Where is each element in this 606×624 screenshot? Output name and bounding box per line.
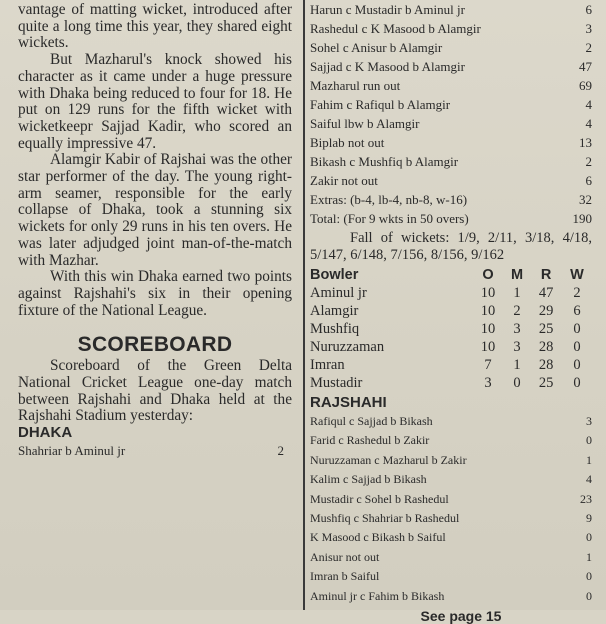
overs-cell: 10 [480, 302, 496, 319]
bowler-name-cell: Mushfiq [310, 320, 360, 337]
batsman-score: 1 [586, 549, 592, 564]
wickets-cell: 0 [573, 338, 581, 355]
batsman-score: 0 [586, 433, 592, 448]
overs-cell: 10 [480, 338, 496, 355]
runs-column-header: R [540, 266, 552, 283]
overs-cell: 10 [480, 284, 496, 301]
fall-of-wickets: Fall of wickets: 1/9, 2/11, 3/18, 4/18, 5/147, 6/148, 7/156, 8/156, 9/162 [310, 230, 592, 263]
bowling-header-row [310, 265, 592, 284]
maidens-cell: 2 [513, 302, 521, 319]
overs-column-header: O [482, 266, 494, 283]
batsman-score: 2 [277, 443, 284, 459]
bowling-row [310, 302, 592, 320]
batting-row [310, 152, 592, 171]
bowling-row [310, 374, 592, 392]
batsman-score: 4 [585, 116, 592, 131]
batting-row [310, 567, 592, 586]
batsman-score: 6 [585, 173, 592, 188]
batsman-entry: Bikash c Mushfiq b Alamgir [310, 154, 459, 169]
batting-row [310, 190, 592, 209]
batting-row [310, 509, 592, 528]
batsman-score: 9 [586, 510, 592, 525]
wickets-cell: 2 [573, 284, 581, 301]
wickets-cell: 0 [573, 320, 581, 337]
batting-row [310, 548, 592, 567]
batsman-entry: Sohel c Anisur b Alamgir [310, 40, 443, 55]
bowler-column-header: Bowler [310, 266, 359, 283]
overs-cell: 7 [484, 356, 492, 373]
batsman-score: 4 [586, 472, 592, 487]
bowler-name-cell: Aminul jr [310, 284, 367, 301]
maidens-cell: 0 [513, 374, 521, 391]
runs-cell: 25 [538, 320, 554, 337]
runs-cell: 47 [538, 284, 554, 301]
batsman-entry: Nuruzzaman c Mazharul b Zakir [310, 452, 467, 467]
runs-cell: 28 [538, 356, 554, 373]
batsman-entry: Mustadir c Sohel b Rashedul [310, 491, 449, 506]
bowling-row [310, 284, 592, 302]
runs-cell: 28 [538, 338, 554, 355]
team-heading-rajshahi: RAJSHAHI [310, 394, 387, 411]
scoreboard-intro: Scoreboard of the Green Delta National Cricket League one-day match between Rajshahi and Dhaka held at the Rajshahi Stadium yesterday: [18, 357, 292, 425]
batsman-score: 4 [585, 97, 592, 112]
batting-row [310, 587, 592, 606]
bowler-name-cell: Mustadir [310, 374, 363, 391]
batsman-entry: Imran b Saiful [310, 569, 380, 584]
batsman-score: 3 [585, 21, 592, 36]
batsman-score: 6 [585, 2, 592, 17]
batsman-score: 2 [585, 154, 592, 169]
batting-row [310, 431, 592, 450]
batsman-entry: Farid c Rashedul b Zakir [310, 433, 430, 448]
bowling-row [310, 338, 592, 356]
batting-row [310, 95, 592, 114]
batsman-entry: Mushfiq c Shahriar b Rashedul [310, 510, 460, 525]
maidens-cell: 1 [513, 284, 521, 301]
batsman-entry: Total: (For 9 wkts in 50 overs) [310, 211, 469, 226]
batsman-score: 13 [579, 135, 592, 150]
scoreboard-heading: SCOREBOARD [77, 333, 233, 357]
batsman-entry: Kalim c Sajjad b Bikash [310, 472, 427, 487]
batsman-entry: Saiful lbw b Alamgir [310, 116, 420, 131]
wickets-column-header: W [570, 266, 584, 283]
batsman-score: 69 [579, 78, 592, 93]
batting-row [310, 528, 592, 547]
bowling-row [310, 320, 592, 338]
batsman-score: 0 [586, 588, 592, 603]
overs-cell: 10 [480, 320, 496, 337]
batting-row [310, 171, 592, 190]
runs-cell: 25 [538, 374, 554, 391]
wickets-cell: 0 [573, 374, 581, 391]
maidens-cell: 3 [513, 338, 521, 355]
batsman-entry: Anisur not out [310, 549, 380, 564]
batting-row [310, 114, 592, 133]
batsman-score: 0 [586, 569, 592, 584]
article-column [0, 0, 300, 610]
batsman-score: 0 [586, 530, 592, 545]
batsman-entry: Rafiqul c Sajjad b Bikash [310, 414, 433, 428]
column-divider [303, 0, 305, 610]
batsman-score: 190 [572, 211, 592, 226]
batsman-entry: Rashedul c K Masood b Alamgir [310, 21, 481, 36]
bowling-rows [310, 284, 592, 392]
batsman-score: 23 [580, 491, 592, 506]
batting-row [310, 38, 592, 57]
rajshahi-batting-list [310, 412, 592, 606]
wickets-cell: 0 [573, 356, 581, 373]
maidens-cell: 1 [513, 356, 521, 373]
batting-row [310, 133, 592, 152]
batsman-entry: Shahriar b Aminul jr [18, 443, 126, 459]
batting-row [310, 412, 592, 431]
team-heading-dhaka: DHAKA [18, 424, 73, 442]
batting-row [310, 209, 592, 228]
article-paragraph-3: Alamgir Kabir of Rajshai was the other star performer of the day. The young right-arm seamer, responsible for the early collapse of Dhaka, took a stunning six wickets for only 29 runs in his ten overs. He was later adjudged joint man-of-the-match with Mazhar. [18, 151, 292, 269]
bowler-name-cell: Alamgir [310, 302, 359, 319]
batsman-score: 32 [579, 192, 592, 207]
batting-row [310, 470, 592, 489]
batsman-entry: Fahim c Rafiqul b Alamgir [310, 97, 451, 112]
maidens-column-header: M [511, 266, 524, 283]
bowler-name-cell: Imran [310, 356, 345, 373]
runs-cell: 29 [538, 302, 554, 319]
bowler-name-cell: Nuruzzaman [310, 338, 385, 355]
article-paragraph-4: With this win Dhaka earned two points against Rajshahi's six in their opening fixture of the National League. [18, 268, 292, 319]
bowling-row [310, 356, 592, 374]
batsman-score: 1 [586, 452, 592, 467]
batting-row [310, 490, 592, 509]
bowling-table [310, 265, 592, 392]
maidens-cell: 3 [513, 320, 521, 337]
batsman-entry: Zakir not out [310, 173, 378, 188]
batting-row [310, 451, 592, 470]
dhaka-batting-list [310, 0, 592, 228]
batsman-entry: Biplab not out [310, 135, 385, 150]
article-paragraph-2: But Mazharul's knock showed his character as it came under a huge pressure with Dhaka being reduced to four for 18. He put on 129 runs for the fifth wicket with wicketkeepr Sajjad Kadir, who scored an equally impressive 47. [18, 51, 292, 152]
batsman-entry: Mazharul run out [310, 78, 401, 93]
batsman-score: 2 [585, 40, 592, 55]
batsman-entry: Harun c Mustadir b Aminul jr [310, 2, 465, 17]
batting-row [310, 76, 592, 95]
batsman-entry: Extras: (b-4, lb-4, nb-8, w-16) [310, 192, 468, 207]
see-page-link[interactable]: See page 15 [420, 607, 502, 624]
article-paragraph-1: vantage of matting wicket, introduced after quite a long time this year, they shared eight wickets. [18, 1, 292, 52]
batting-row [310, 0, 592, 19]
batsman-entry: K Masood c Bikash b Saiful [310, 530, 446, 545]
overs-cell: 3 [484, 374, 492, 391]
batsman-entry: Aminul jr c Fahim b Bikash [310, 588, 445, 603]
batsman-score: 47 [579, 59, 592, 74]
scoreboard-column [310, 0, 592, 624]
batting-row [310, 19, 592, 38]
batsman-score: 3 [586, 414, 592, 428]
batting-row [310, 57, 592, 76]
batting-row [18, 443, 292, 458]
wickets-cell: 6 [573, 302, 581, 319]
batsman-entry: Sajjad c K Masood b Alamgir [310, 59, 465, 74]
